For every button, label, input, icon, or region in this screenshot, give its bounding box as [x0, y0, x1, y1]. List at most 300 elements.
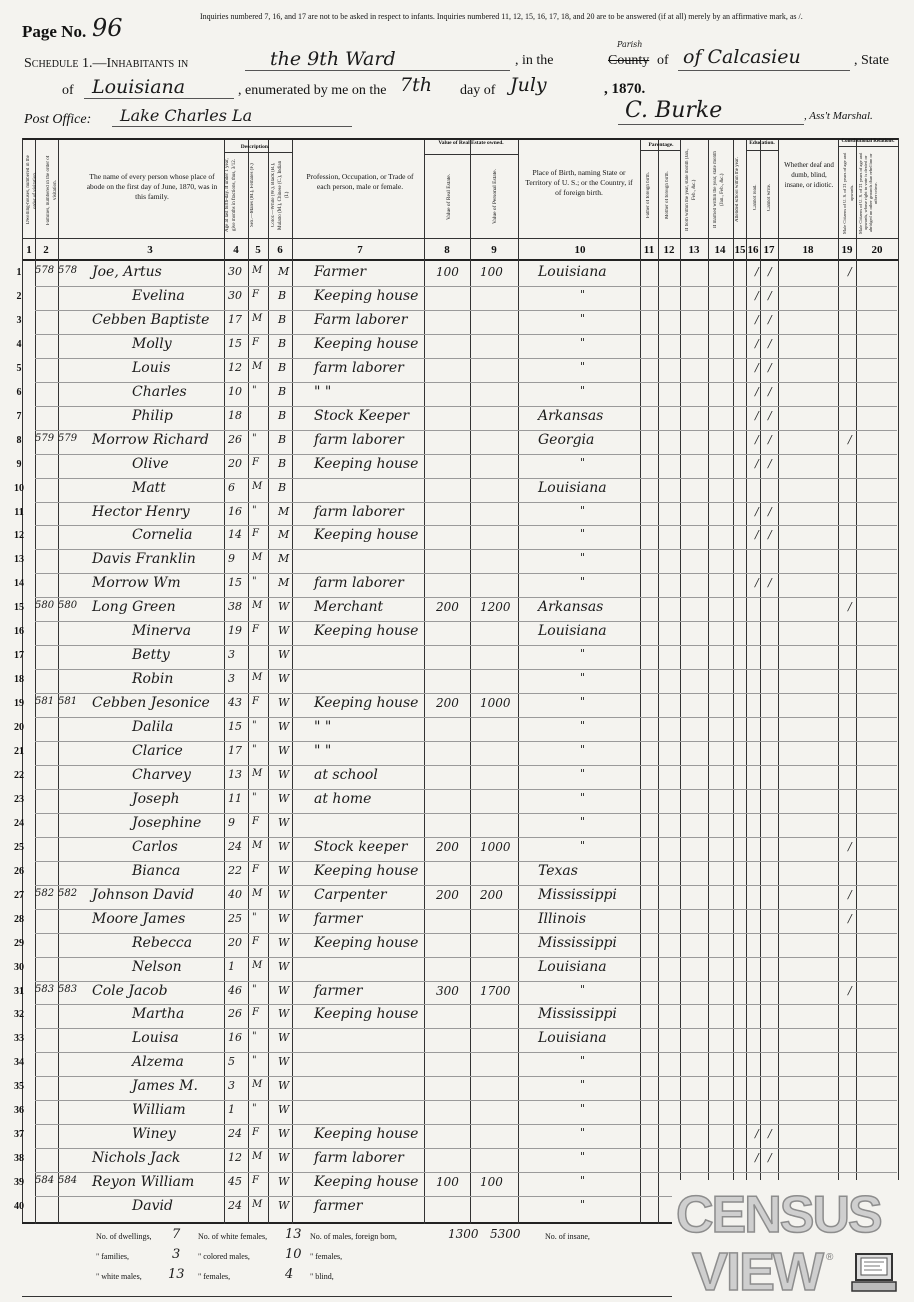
- column-number: 8: [444, 244, 450, 256]
- column-divider: [680, 140, 681, 1224]
- header-col17: Cannot write.: [767, 183, 772, 211]
- place-of-birth: ": [580, 288, 586, 301]
- male-citizen-mark: /: [848, 433, 852, 446]
- cannot-write-mark: /: [768, 265, 772, 278]
- cannot-write-mark: /: [768, 289, 772, 302]
- column-number: 1: [26, 244, 32, 256]
- person-color: W: [278, 912, 290, 925]
- column-divider: [708, 140, 709, 1224]
- person-color: B: [278, 457, 287, 470]
- person-age: 17: [228, 313, 242, 326]
- row-divider: [35, 286, 897, 287]
- person-sex: M: [252, 481, 263, 492]
- person-age: 11: [228, 792, 242, 805]
- person-name: Joseph: [132, 791, 180, 807]
- row-divider: [35, 525, 897, 526]
- place-of-birth: ": [580, 527, 586, 540]
- cannot-read-mark: /: [755, 576, 759, 589]
- row-number: 32: [14, 1009, 24, 1020]
- person-age: 3: [228, 648, 235, 661]
- real-estate-value: 200: [436, 840, 459, 854]
- row-divider: [35, 478, 897, 479]
- person-sex: ": [252, 505, 257, 516]
- post-office-underline: [112, 126, 352, 127]
- person-name: Cebben Baptiste: [92, 312, 210, 328]
- person-sex: M: [252, 361, 263, 372]
- row-divider: [35, 1004, 897, 1005]
- cannot-write-mark: /: [768, 505, 772, 518]
- person-color: W: [278, 1175, 290, 1188]
- person-age: 43: [228, 696, 242, 709]
- person-age: 46: [228, 984, 242, 997]
- person-sex: F: [252, 936, 259, 947]
- column-number: 18: [802, 244, 814, 256]
- column-number: 14: [714, 244, 726, 256]
- row-number: 13: [14, 554, 24, 565]
- person-color: W: [278, 768, 290, 781]
- county-underline: [678, 70, 850, 71]
- person-occupation: Keeping house: [314, 623, 419, 639]
- person-occupation: Keeping house: [314, 527, 419, 543]
- footer-females-label: " females,: [198, 1272, 231, 1281]
- cannot-write-mark: /: [768, 313, 772, 326]
- place-of-birth: ": [580, 695, 586, 708]
- person-occupation: farmer: [314, 1198, 363, 1214]
- row-divider: [35, 454, 897, 455]
- row-number: 1: [16, 267, 22, 278]
- place-of-birth: ": [580, 336, 586, 349]
- header-col9: Value of Personal Estate.: [492, 169, 498, 225]
- person-name: Nelson: [132, 959, 182, 975]
- person-color: B: [278, 337, 287, 350]
- censusview-logo: [672, 1180, 912, 1298]
- person-occupation: farm laborer: [314, 1150, 404, 1166]
- person-age: 1: [228, 960, 235, 973]
- row-divider: [35, 1100, 897, 1101]
- person-name: William: [132, 1102, 186, 1118]
- person-sex: ": [252, 720, 257, 731]
- person-age: 24: [228, 1199, 242, 1212]
- male-citizen-mark: /: [848, 984, 852, 997]
- row-number: 23: [14, 794, 24, 805]
- state-underline: [84, 98, 234, 99]
- person-age: 25: [228, 912, 242, 925]
- cannot-read-mark: /: [755, 409, 759, 422]
- cannot-write-mark: /: [768, 528, 772, 541]
- footer-white-males-label: " white males,: [96, 1272, 142, 1281]
- person-color: W: [278, 888, 290, 901]
- logo-word-census: CENSUS: [676, 1186, 881, 1244]
- person-name: Louisa: [132, 1030, 179, 1046]
- family-number: 580: [58, 600, 78, 611]
- person-age: 38: [228, 600, 242, 613]
- cannot-write-mark: /: [768, 385, 772, 398]
- place-of-birth: ": [580, 1102, 586, 1115]
- place-of-birth: ": [580, 839, 586, 852]
- person-sex: M: [252, 888, 263, 899]
- person-age: 10: [228, 385, 242, 398]
- person-occupation: at school: [314, 767, 378, 783]
- person-name: Charvey: [132, 767, 191, 783]
- row-number: 6: [16, 387, 22, 398]
- person-color: M: [278, 505, 290, 518]
- real-estate-value: 100: [436, 265, 459, 279]
- person-name: Martha: [132, 1006, 185, 1022]
- person-age: 9: [228, 816, 235, 829]
- row-number: 3: [16, 315, 22, 326]
- place-of-birth: ": [580, 1198, 586, 1211]
- male-citizen-mark: /: [848, 888, 852, 901]
- row-number: 17: [14, 650, 24, 661]
- place-of-birth: ": [580, 647, 586, 660]
- person-age: 15: [228, 576, 242, 589]
- real-estate-value: 100: [436, 1175, 459, 1189]
- header-col4: Age at last birth-day. If under 1 year, give months in fractions, thus, 3/12.: [225, 158, 237, 232]
- footer-families: 3: [172, 1247, 181, 1262]
- person-sex: F: [252, 289, 259, 300]
- inquiries-note: Inquiries numbered 7, 16, and 17 are not to be asked in respect to infants. Inquiries numbered 11, 12, 15, 16, 17, 18, and 20 are to be answered (if at all) merely by an affirmative mark, as /.: [200, 12, 803, 21]
- person-color: W: [278, 720, 290, 733]
- person-color: W: [278, 840, 290, 853]
- header-bottom-rule: [22, 238, 898, 239]
- row-divider: [35, 693, 897, 694]
- column-divider: [58, 140, 59, 1224]
- row-divider: [35, 813, 897, 814]
- header-description: Description.: [240, 144, 270, 150]
- page-label: Page No.: [22, 22, 87, 41]
- header-col13: If born within the year, state month (Jan., Feb., &c.): [685, 148, 697, 232]
- place-of-birth: ": [580, 815, 586, 828]
- censusview-logo-art: [672, 1180, 912, 1298]
- personal-estate-value: 100: [480, 1175, 503, 1189]
- row-divider: [35, 382, 897, 383]
- male-citizen-mark: /: [848, 912, 852, 925]
- column-number: 13: [688, 244, 700, 256]
- row-number: 27: [14, 890, 24, 901]
- person-name: Louis: [132, 360, 171, 376]
- column-divider: [424, 140, 425, 1224]
- row-divider: [35, 549, 897, 550]
- place-of-birth: Louisiana: [538, 1030, 607, 1046]
- person-name: James M.: [132, 1078, 198, 1094]
- person-color: M: [278, 576, 290, 589]
- person-age: 17: [228, 744, 242, 757]
- person-age: 15: [228, 720, 242, 733]
- column-number: 5: [255, 244, 261, 256]
- person-color: W: [278, 816, 290, 829]
- footer-females: 4: [285, 1267, 294, 1282]
- person-color: W: [278, 1055, 290, 1068]
- ward: the 9th Ward: [270, 48, 396, 70]
- person-color: W: [278, 744, 290, 757]
- place-of-birth: ": [580, 1126, 586, 1139]
- family-number: 579: [58, 433, 78, 444]
- column-number: 16: [747, 244, 759, 256]
- row-divider: [35, 621, 897, 622]
- person-name: Josephine: [132, 815, 202, 831]
- place-of-birth: ": [580, 504, 586, 517]
- cannot-write-mark: /: [768, 361, 772, 374]
- person-name: Reyon William: [92, 1174, 195, 1190]
- column-number: 9: [491, 244, 497, 256]
- person-name: Hector Henry: [92, 504, 190, 520]
- place-of-birth: ": [580, 384, 586, 397]
- person-occupation: Keeping house: [314, 456, 419, 472]
- person-sex: F: [252, 1127, 259, 1138]
- place-of-birth: ": [580, 983, 586, 996]
- row-number: 38: [14, 1153, 24, 1164]
- row-number: 35: [14, 1081, 24, 1092]
- person-occupation: " ": [314, 384, 332, 400]
- column-divider: [268, 140, 269, 1224]
- place-of-birth: Mississippi: [538, 935, 617, 951]
- row-divider: [35, 1172, 897, 1173]
- row-number: 37: [14, 1129, 24, 1140]
- header-education: Education.: [749, 140, 775, 146]
- person-name: Molly: [132, 336, 172, 352]
- person-sex: F: [252, 528, 259, 539]
- header-constitutional: Constitutional Relations.: [841, 139, 895, 144]
- person-color: W: [278, 624, 290, 637]
- cannot-write-mark: /: [768, 433, 772, 446]
- person-sex: M: [252, 672, 263, 683]
- family-number: 581: [58, 696, 78, 707]
- person-sex: ": [252, 576, 257, 587]
- person-sex: F: [252, 1007, 259, 1018]
- row-number: 25: [14, 842, 24, 853]
- cannot-read-mark: /: [755, 265, 759, 278]
- column-number: 10: [574, 244, 586, 256]
- row-divider: [35, 645, 897, 646]
- person-sex: ": [252, 1031, 257, 1042]
- person-color: W: [278, 1103, 290, 1116]
- place-of-birth: Arkansas: [538, 408, 604, 424]
- footer-dwellings-label: No. of dwellings,: [96, 1232, 152, 1241]
- row-number: 26: [14, 866, 24, 877]
- column-divider: [248, 140, 249, 1224]
- person-name: Alzema: [132, 1054, 184, 1070]
- enumeration-month: July: [510, 74, 547, 96]
- row-divider: [35, 1052, 897, 1053]
- column-number: 11: [643, 244, 655, 256]
- group-header-rule: [640, 150, 680, 151]
- row-number: 40: [14, 1201, 24, 1212]
- person-sex: M: [252, 1199, 263, 1210]
- column-divider: [746, 140, 747, 1224]
- personal-estate-value: 1000: [480, 840, 511, 854]
- person-color: B: [278, 361, 287, 374]
- row-number: 16: [14, 626, 24, 637]
- footer-colored-males-label: " colored males,: [198, 1252, 250, 1261]
- column-number: 2: [43, 244, 49, 256]
- person-sex: ": [252, 1103, 257, 1114]
- cannot-read-mark: /: [755, 313, 759, 326]
- person-sex: M: [252, 768, 263, 779]
- person-sex: F: [252, 1175, 259, 1186]
- row-divider: [35, 789, 897, 790]
- column-number: 4: [233, 244, 239, 256]
- person-name: Robin: [132, 671, 174, 687]
- row-number: 31: [14, 986, 24, 997]
- row-divider: [35, 502, 897, 503]
- header-col5: Sex.—Males (M.), Females (F.): [250, 163, 255, 227]
- county-word: County: [608, 53, 650, 68]
- person-color: B: [278, 481, 287, 494]
- person-name: Long Green: [92, 599, 176, 615]
- person-age: 45: [228, 1175, 242, 1188]
- cannot-read-mark: /: [755, 337, 759, 350]
- person-age: 18: [228, 409, 242, 422]
- cannot-read-mark: /: [755, 505, 759, 518]
- row-divider: [35, 310, 897, 311]
- column-divider: [778, 140, 779, 1224]
- person-color: W: [278, 600, 290, 613]
- personal-estate-value: 1200: [480, 600, 511, 614]
- person-color: W: [278, 696, 290, 709]
- person-name: Rebecca: [132, 935, 193, 951]
- person-occupation: farmer: [314, 983, 363, 999]
- row-divider: [35, 358, 897, 359]
- place-of-birth: Mississippi: [538, 887, 617, 903]
- county-name: of Calcasieu: [683, 46, 801, 68]
- person-age: 12: [228, 361, 242, 374]
- dwelling-number: 580: [35, 600, 55, 611]
- header-col11: Father of foreign birth.: [646, 172, 651, 218]
- footer-foreign-females-label: " females,: [310, 1252, 343, 1261]
- computer-icon: [852, 1254, 896, 1291]
- header-col7: Profession, Occupation, or Trade of each person, male or female.: [306, 172, 414, 191]
- person-occupation: Farm laborer: [314, 312, 408, 328]
- person-color: W: [278, 960, 290, 973]
- column-divider: [898, 138, 899, 1222]
- header-parentage: Parentage.: [648, 142, 674, 148]
- person-color: W: [278, 1007, 290, 1020]
- person-color: B: [278, 313, 287, 326]
- place-of-birth: ": [580, 575, 586, 588]
- header-col18: Whether deaf and dumb, blind, insane, or idiotic.: [784, 161, 834, 189]
- column-divider: [733, 140, 734, 1224]
- person-occupation: Keeping house: [314, 1006, 419, 1022]
- cannot-write-mark: /: [768, 1151, 772, 1164]
- person-age: 12: [228, 1151, 242, 1164]
- place-of-birth: ": [580, 671, 586, 684]
- person-name: Winey: [132, 1126, 176, 1142]
- header-col1: Dwelling-houses, numbered in the order of visitation.: [26, 155, 38, 225]
- ward-underline: [245, 70, 510, 71]
- marshal-signature: C. Burke: [625, 98, 723, 123]
- personal-estate-value: 200: [480, 888, 503, 902]
- state-prefix: of: [62, 83, 74, 98]
- male-citizen-mark: /: [848, 600, 852, 613]
- column-number: 17: [763, 244, 775, 256]
- row-number: 36: [14, 1105, 24, 1116]
- person-color: B: [278, 289, 287, 302]
- marshal-title: , Ass't Marshal.: [804, 110, 873, 122]
- dwelling-number: 584: [35, 1175, 55, 1186]
- person-occupation: Stock Keeper: [314, 408, 410, 424]
- group-header-rule: [424, 154, 518, 155]
- person-occupation: Merchant: [314, 599, 384, 615]
- row-divider: [35, 1028, 897, 1029]
- person-occupation: Keeping house: [314, 288, 419, 304]
- footer-foreign-label: No. of males, foreign born,: [310, 1232, 397, 1241]
- person-sex: ": [252, 984, 257, 995]
- person-sex: ": [252, 792, 257, 803]
- row-divider: [35, 981, 897, 982]
- row-number: 7: [16, 411, 22, 422]
- place-of-birth: ": [580, 1078, 586, 1091]
- footer-white-females: 13: [285, 1227, 302, 1242]
- person-name: Philip: [132, 408, 173, 424]
- person-occupation: farm laborer: [314, 575, 404, 591]
- footer-personal-estate-total: 5300: [490, 1227, 521, 1241]
- row-number: 29: [14, 938, 24, 949]
- column-divider: [640, 140, 641, 1224]
- person-name: Nichols Jack: [92, 1150, 181, 1166]
- person-name: Clarice: [132, 743, 183, 759]
- column-divider: [470, 140, 471, 1224]
- row-number: 2: [16, 291, 22, 302]
- person-sex: F: [252, 337, 259, 348]
- person-name: Moore James: [92, 911, 186, 927]
- person-sex: M: [252, 1079, 263, 1090]
- group-header-rule: [746, 150, 778, 151]
- group-header-rule: [224, 152, 292, 153]
- person-sex: F: [252, 696, 259, 707]
- row-number: 34: [14, 1057, 24, 1068]
- row-number: 15: [14, 602, 24, 613]
- schedule-label: Schedule 1.—Inhabitants in: [24, 56, 189, 71]
- state-label: , State: [854, 53, 889, 68]
- personal-estate-value: 1000: [480, 696, 511, 710]
- person-color: W: [278, 1031, 290, 1044]
- column-number-rule: [22, 259, 898, 261]
- person-sex: M: [252, 600, 263, 611]
- footer-real-estate-total: 1300: [448, 1227, 479, 1241]
- cannot-read-mark: /: [755, 361, 759, 374]
- person-name: Dalila: [132, 719, 174, 735]
- cannot-read-mark: /: [755, 289, 759, 302]
- cannot-read-mark: /: [755, 1127, 759, 1140]
- person-sex: M: [252, 552, 263, 563]
- header-col12: Mother of foreign birth.: [665, 171, 670, 219]
- place-of-birth: Louisiana: [538, 480, 607, 496]
- day-of-label: day of: [460, 83, 496, 98]
- row-number: 9: [16, 459, 22, 470]
- row-number: 18: [14, 674, 24, 685]
- person-occupation: Keeping house: [314, 1126, 419, 1142]
- place-of-birth: Texas: [538, 863, 578, 879]
- person-occupation: farm laborer: [314, 432, 404, 448]
- column-divider: [292, 140, 293, 1224]
- person-sex: ": [252, 1055, 257, 1066]
- person-sex: ": [252, 433, 257, 444]
- row-number: 4: [16, 339, 22, 350]
- cannot-write-mark: /: [768, 457, 772, 470]
- person-color: W: [278, 672, 290, 685]
- place-of-birth: Georgia: [538, 432, 595, 448]
- post-office-label: Post Office:: [24, 112, 92, 127]
- row-divider: [35, 669, 897, 670]
- cannot-write-mark: /: [768, 576, 772, 589]
- person-sex: F: [252, 864, 259, 875]
- row-divider: [35, 406, 897, 407]
- row-number: 24: [14, 818, 24, 829]
- footer-families-label: " families,: [96, 1252, 130, 1261]
- person-occupation: Keeping house: [314, 863, 419, 879]
- person-age: 3: [228, 672, 235, 685]
- column-divider: [760, 140, 761, 1224]
